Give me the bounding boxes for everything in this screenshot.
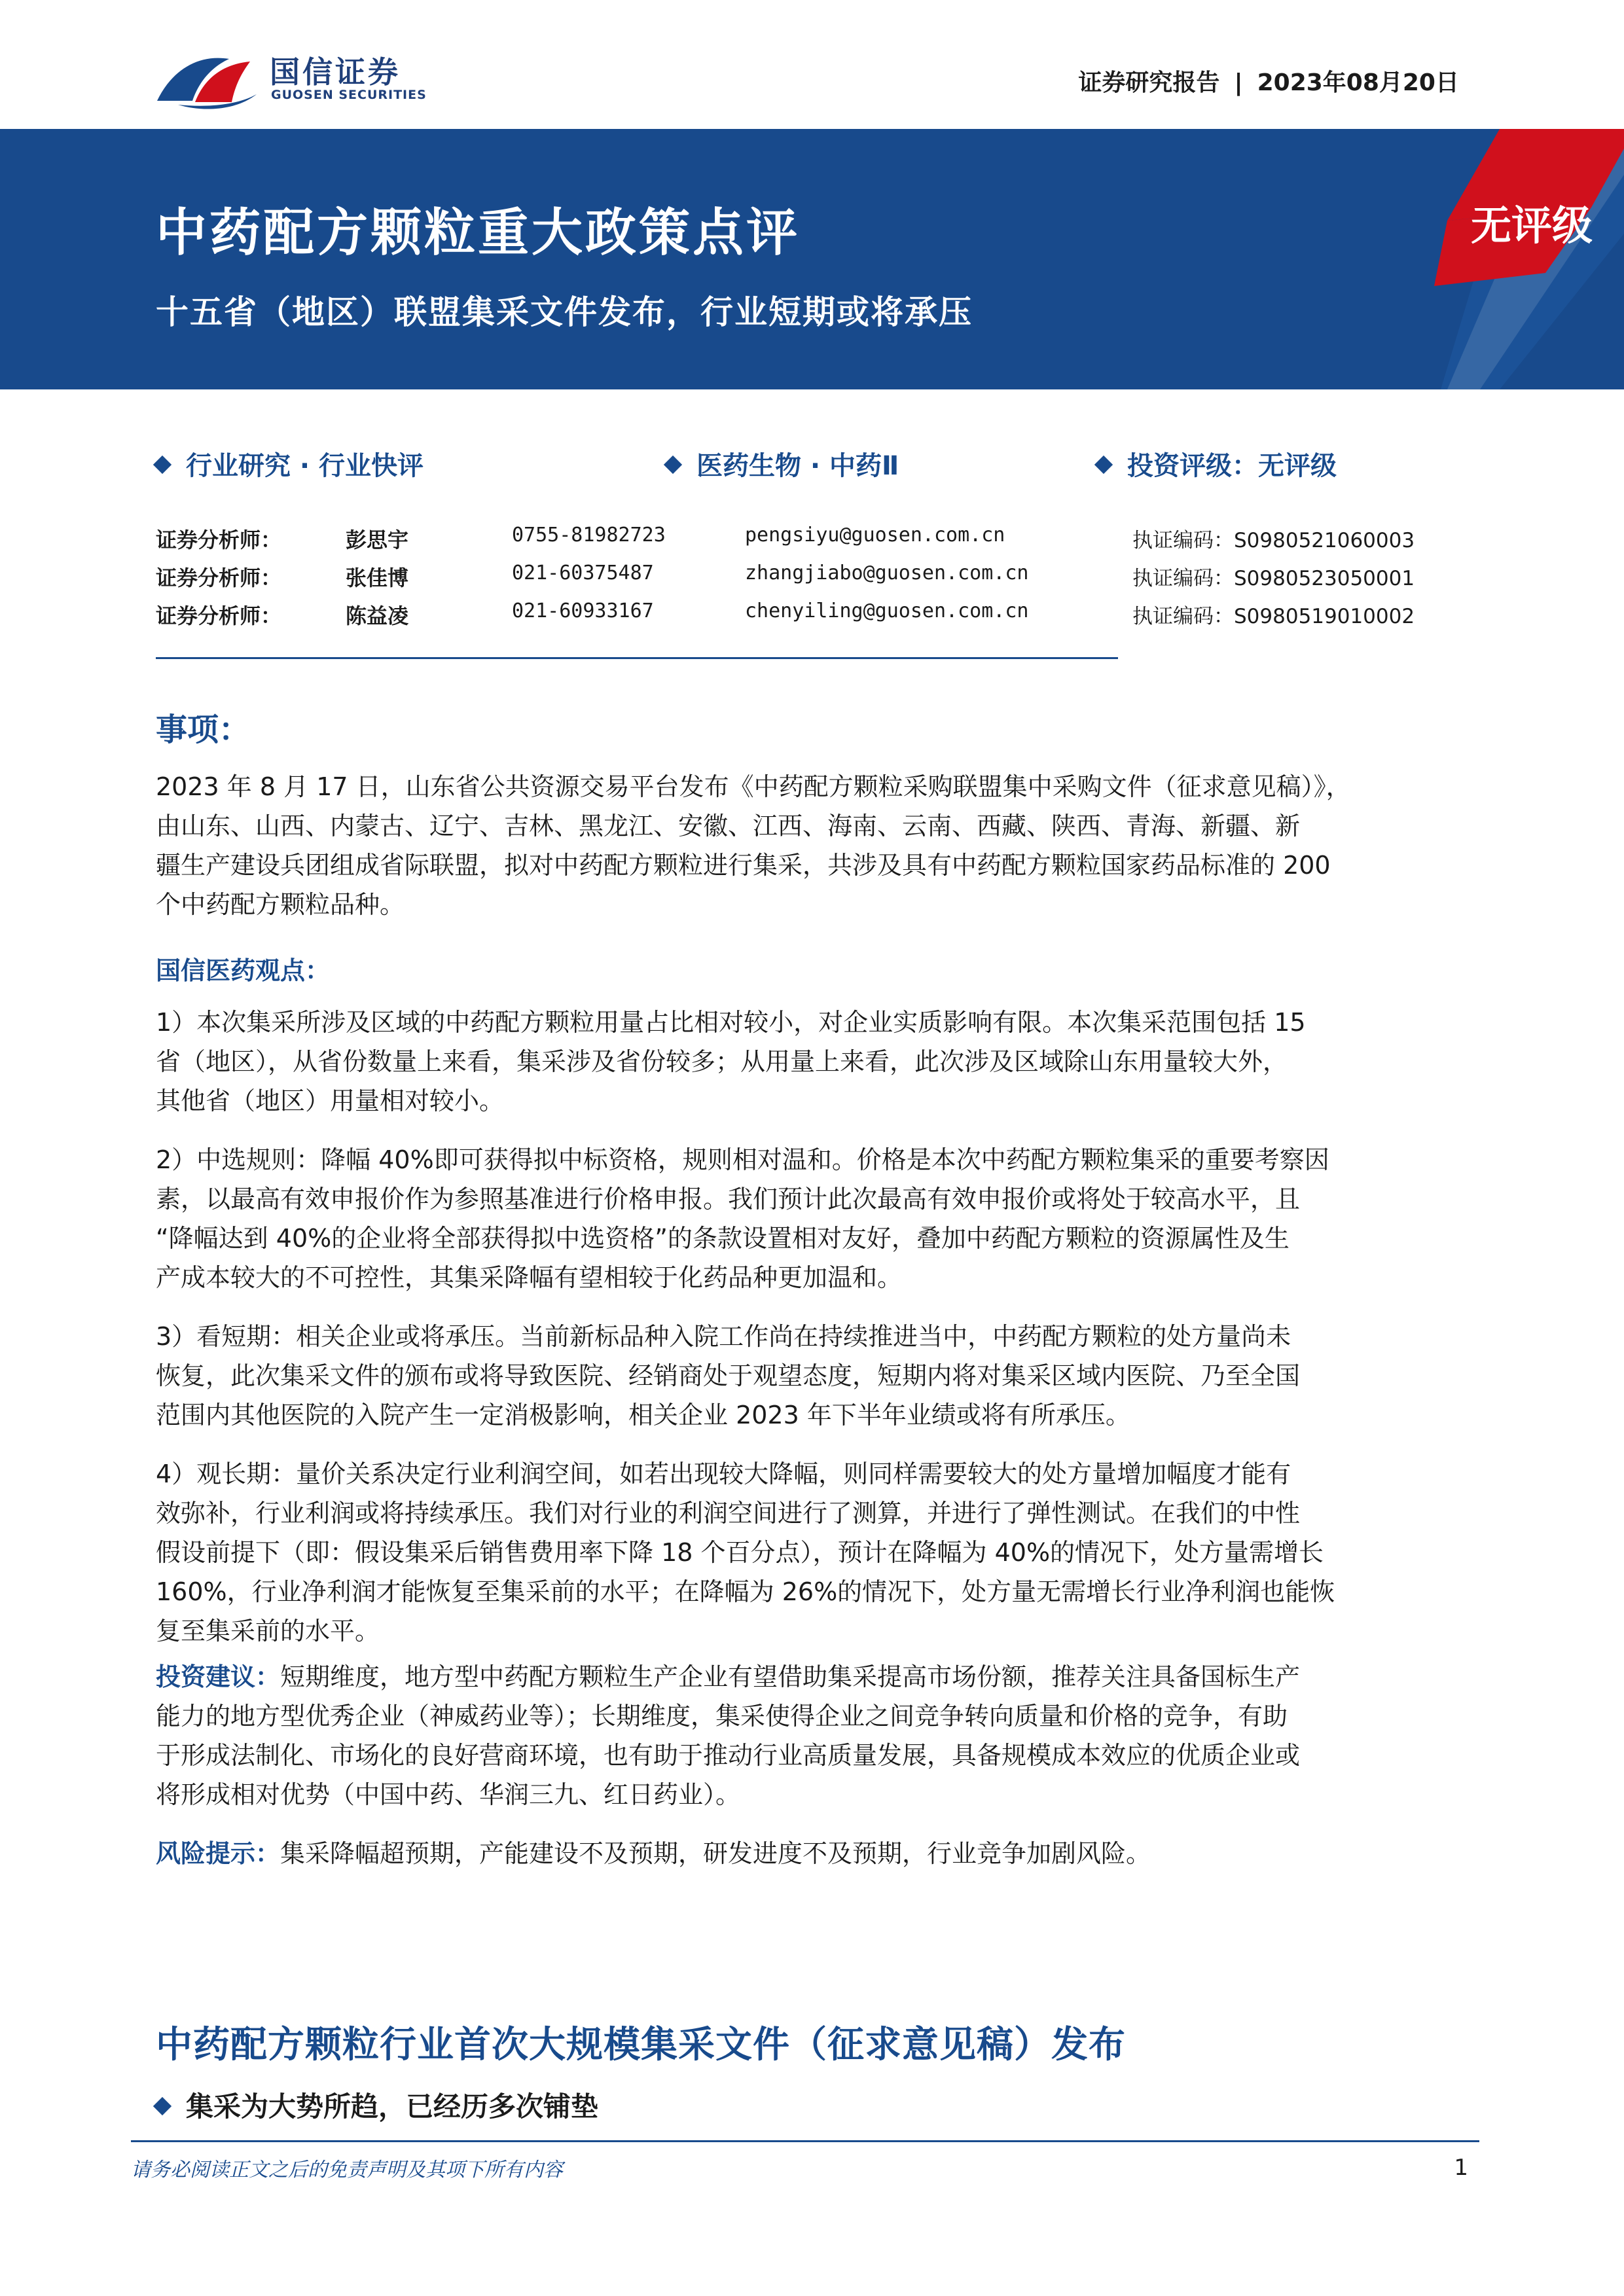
section-2-title: 中药配方颗粒行业首次大规模集采文件（征求意见稿）发布: [156, 2024, 1126, 2066]
analyst-list: [156, 524, 1478, 637]
category-sector: [666, 445, 899, 482]
header-divider: [156, 657, 1118, 659]
point-1: 1）本次集采所涉及区域的中药配方颗粒用量占比相对较小，对企业实质影响有限。本次集采范围包括 15 省（地区），从省份数量上来看，集采涉及省份较多；从用量上来看，此次涉及区域除山东用量较大外， 其他省（地区）用量相对较小。: [156, 1008, 1306, 1115]
investment-advice: [156, 1657, 1468, 1814]
logo-english-name: GUOSEN SECURITIES: [271, 88, 427, 102]
category-label: 行业研究 · 行业快评: [186, 451, 424, 481]
category-industry-research: [156, 445, 424, 482]
analyst-phone: 021-60933167: [512, 600, 654, 622]
advice-text: 短期维度，地方型中药配方颗粒生产企业有望借助集采提高市场份额，推荐关注具备国标生产 能力的地方型优秀企业（神威药业等）；长期维度，集采使得企业之间竞争转向质量和价格的竞争，有助 于形成法制化、市场化的良好营商环境，也有助于推动行业高质量发展，具备规模成本效应的优质企业或 将形成相对优势（中国中药、华润三九、红日药业）。: [156, 1662, 1301, 1809]
analyst-label: 证券分析师：: [156, 528, 282, 552]
analyst-name: 陈益凌: [346, 603, 409, 628]
point-3: 3）看短期：相关企业或将承压。当前新标品种入院工作尚在持续推进当中，中药配方颗粒的处方量尚未 恢复，此次集采文件的颁布或将导致医院、经销商处于观望态度，短期内将对集采区域内医院、乃至全国 范围内其他医院的入院产生一定消极影响，相关企业 2023 年下半年业绩或将有所承压。: [156, 1322, 1301, 1429]
report-type: 证券研究报告: [1078, 69, 1220, 96]
diamond-icon: [1094, 456, 1113, 474]
analyst-row: [156, 524, 1478, 562]
section-title-event: 事项：: [156, 711, 251, 748]
analyst-phone: 021-60375487: [512, 562, 654, 584]
brand-logo: [152, 41, 446, 113]
logo-chinese-name: 国信证券: [270, 54, 401, 90]
diamond-icon: [153, 2096, 171, 2115]
analyst-name: 彭思宇: [346, 528, 409, 552]
analyst-name: 张佳博: [346, 565, 409, 590]
rating-badge: 无评级: [1470, 202, 1593, 249]
page-number: 1: [1454, 2155, 1468, 2181]
report-date: 2023年08月20日: [1257, 69, 1459, 96]
risk-warning: [156, 1834, 1468, 1873]
event-paragraph: 2023 年 8 月 17 日，山东省公共资源交易平台发布《中药配方颗粒采购联盟集中采购文件（征求意见稿）》， 由山东、山西、内蒙古、辽宁、吉林、黑龙江、安徽、江西、海南、云南、西藏、陕西、青海、新疆、新 疆生产建设兵团组成省际联盟，拟对中药配方颗粒进行集采，共涉及具有中药配方颗粒国家药品标准的 200 个中药配方颗粒品种。: [156, 772, 1351, 919]
analyst-label: 证券分析师：: [156, 565, 282, 590]
diamond-icon: [153, 456, 171, 474]
advice-lead: 投资建议：: [156, 1662, 281, 1691]
analyst-email[interactable]: zhangjiabo@guosen.com.cn: [745, 562, 1029, 584]
analyst-row: [156, 600, 1478, 637]
risk-text: 集采降幅超预期，产能建设不及预期，研发进度不及预期，行业竞争加剧风险。: [280, 1839, 1151, 1868]
rating-ribbon-icon: [1284, 129, 1624, 389]
diamond-icon: [664, 456, 682, 474]
bullet-label: 集采为大势所趋，已经历多次铺垫: [186, 2090, 599, 2123]
report-title: 中药配方颗粒重大政策点评: [156, 204, 801, 262]
analyst-email[interactable]: chenyiling@guosen.com.cn: [745, 600, 1029, 622]
report-subtitle: 十五省（地区）联盟集采文件发布，行业短期或将承压: [156, 293, 973, 331]
report-meta: [1078, 64, 1459, 98]
analyst-email[interactable]: pengsiyu@guosen.com.cn: [745, 524, 1005, 547]
analyst-phone: 0755-81982723: [512, 524, 666, 547]
analyst-cert: 执证编码：S0980519010002: [1132, 605, 1415, 628]
point-2: 2）中选规则：降幅 40%即可获得拟中标资格，规则相对温和。价格是本次中药配方颗粒集采的重要考察因 素，以最高有效申报价作为参照基准进行价格申报。我们预计此次最高有效申报价或将处于较高水平，且 “降幅达到 40%的企业将全部获得拟中选资格”的条款设置相对友好，叠加中药配方颗粒的资源属性及生 产成本较大的不可控性，其集采降幅有望相较于化药品种更加温和。: [156, 1145, 1329, 1292]
risk-lead: 风险提示：: [156, 1839, 281, 1868]
category-rating: [1097, 445, 1337, 482]
category-label: 医药生物 · 中药Ⅱ: [696, 451, 899, 481]
guosen-logo-icon: [152, 45, 263, 110]
analyst-cert: 执证编码：S0980523050001: [1132, 567, 1415, 590]
analyst-row: [156, 562, 1478, 600]
view-title: 国信医药观点：: [156, 956, 331, 985]
section-2-bullet: [156, 2085, 598, 2125]
footer-divider: [131, 2140, 1479, 2142]
analyst-label: 证券分析师：: [156, 603, 282, 628]
point-4: 4）观长期：量价关系决定行业利润空间，如若出现较大降幅，则同样需要较大的处方量增加幅度才能有 效弥补，行业利润或将持续承压。我们对行业的利润空间进行了测算，并进行了弹性测试。在我们的中性 假设前提下（即：假设集采后销售费用率下降 18 个百分点），预计在降幅为 40%的情况下，处方量需增长 160%，行业净利润才能恢复至集采前的水平；在降幅为 26%的情况下，处方量无需增长行业净利润也能恢 复至集采前的水平。: [156, 1460, 1335, 1645]
analyst-cert: 执证编码：S0980521060003: [1132, 529, 1415, 552]
title-banner: [0, 129, 1624, 389]
category-label: 投资评级：无评级: [1127, 451, 1337, 481]
footer-disclaimer: 请务必阅读正文之后的免责声明及其项下所有内容: [131, 2159, 563, 2181]
meta-separator: |: [1234, 69, 1243, 96]
